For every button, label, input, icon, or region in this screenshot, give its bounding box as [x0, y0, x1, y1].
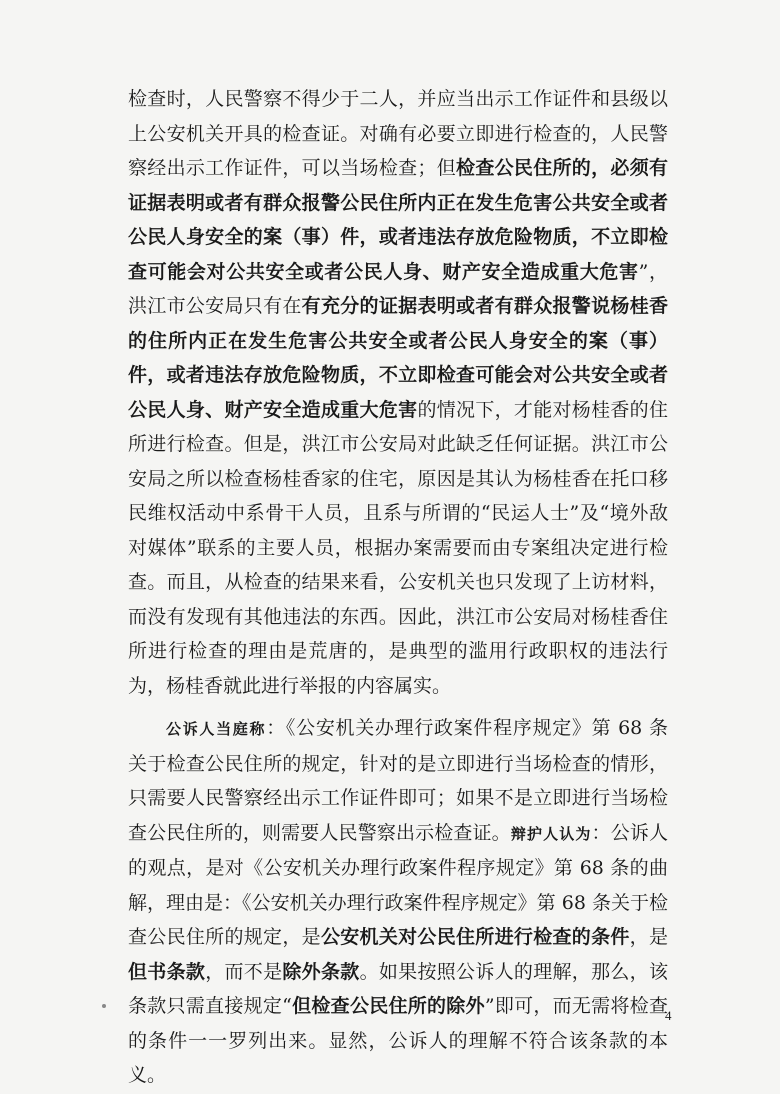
text-run: ，而不是 — [205, 960, 283, 983]
speaker-label: 辩护人认为 — [510, 824, 592, 843]
text-run: ：《公安机关办理行政案件程序规定》第 68 条关于检查公民住所的规定，针对的是立即进行当场检查的情形，只需要人民警察经出示工作证件即可；如果不是立即进行当场检查公民住所的，则需要人民警察出示检查证。 — [128, 717, 668, 844]
text-run: ”，洪江市公安局只有在 — [128, 260, 668, 317]
text-run: ”即可，而无需将检查的条件一一罗列出来。显然，公诉人的理解不符合该条款的本义。 — [128, 995, 668, 1086]
bold-text-run: 除外条款 — [282, 960, 360, 983]
paragraph-2 — [128, 711, 668, 1093]
bold-text-run: 但检查公民住所的除外 — [291, 995, 485, 1017]
text-run: ：公诉人的观点，是对《公安机关办理行政案件程序规定》第 68 条的曲解，理由是：《公安机关办理行政案件程序规定》第 68 条关于检查公民住所的规定，是 — [128, 821, 668, 948]
bold-text-run: 但书条款 — [128, 960, 206, 983]
bold-text-run: 有充分的证据表明或者有群众报警说杨桂香的住所内正在发生危害公共安全或者公民人身安全的案（事）件，或者违法存放危险物质，不立即检查可能会对公共安全或者公民人身、财产安全造成重大危害 — [128, 295, 668, 421]
bold-text-run: 公安机关对公民住所进行检查的条件 — [320, 926, 630, 948]
body-text — [128, 82, 668, 1093]
text-run: 。如果按照公诉人的理解，那么，该条款只需直接规定“ — [128, 960, 668, 1017]
paragraph-1 — [128, 82, 668, 703]
speaker-label: 公诉人当庭称 — [166, 720, 267, 738]
bold-text-run: 检查公民住所的，必须有证据表明或者有群众报警公民住所内正在发生危害公共安全或者公民人身安全的案（事）件，或者违法存放危险物质，不立即检查可能会对公共安全或者公民人身、财产安全造成重大危害 — [128, 157, 668, 283]
text-run: 检查时，人民警察不得少于二人，并应当出示工作证件和县级以上公安机关开具的检查证。对确有必要立即进行检查的，人民警察经出示工作证件，可以当场检查；但 — [128, 88, 668, 179]
page-number: 4 — [665, 1008, 672, 1023]
text-run: ，是 — [629, 926, 668, 948]
scan-speck — [102, 1004, 106, 1008]
text-run: 的情况下，才能对杨桂香的住所进行检查。但是，洪江市公安局对此缺乏任何证据。洪江市公安局之所以检查杨桂香家的住宅，原因是其认为杨桂香在托口移民维权活动中系骨干人员，且系与所谓的“民运人士”及“境外敌对媒体”联系的主要人员，根据办案需要而由专案组决定进行检查。而且，从检查的结果来看，公安机关也只发现了上访材料，而没有发现有其他违法的东西。因此，洪江市公安局对杨桂香住所进行检查的理由是荒唐的，是典型的滥用行政职权的违法行为，杨桂香就此进行举报的内容属实。 — [128, 398, 668, 697]
